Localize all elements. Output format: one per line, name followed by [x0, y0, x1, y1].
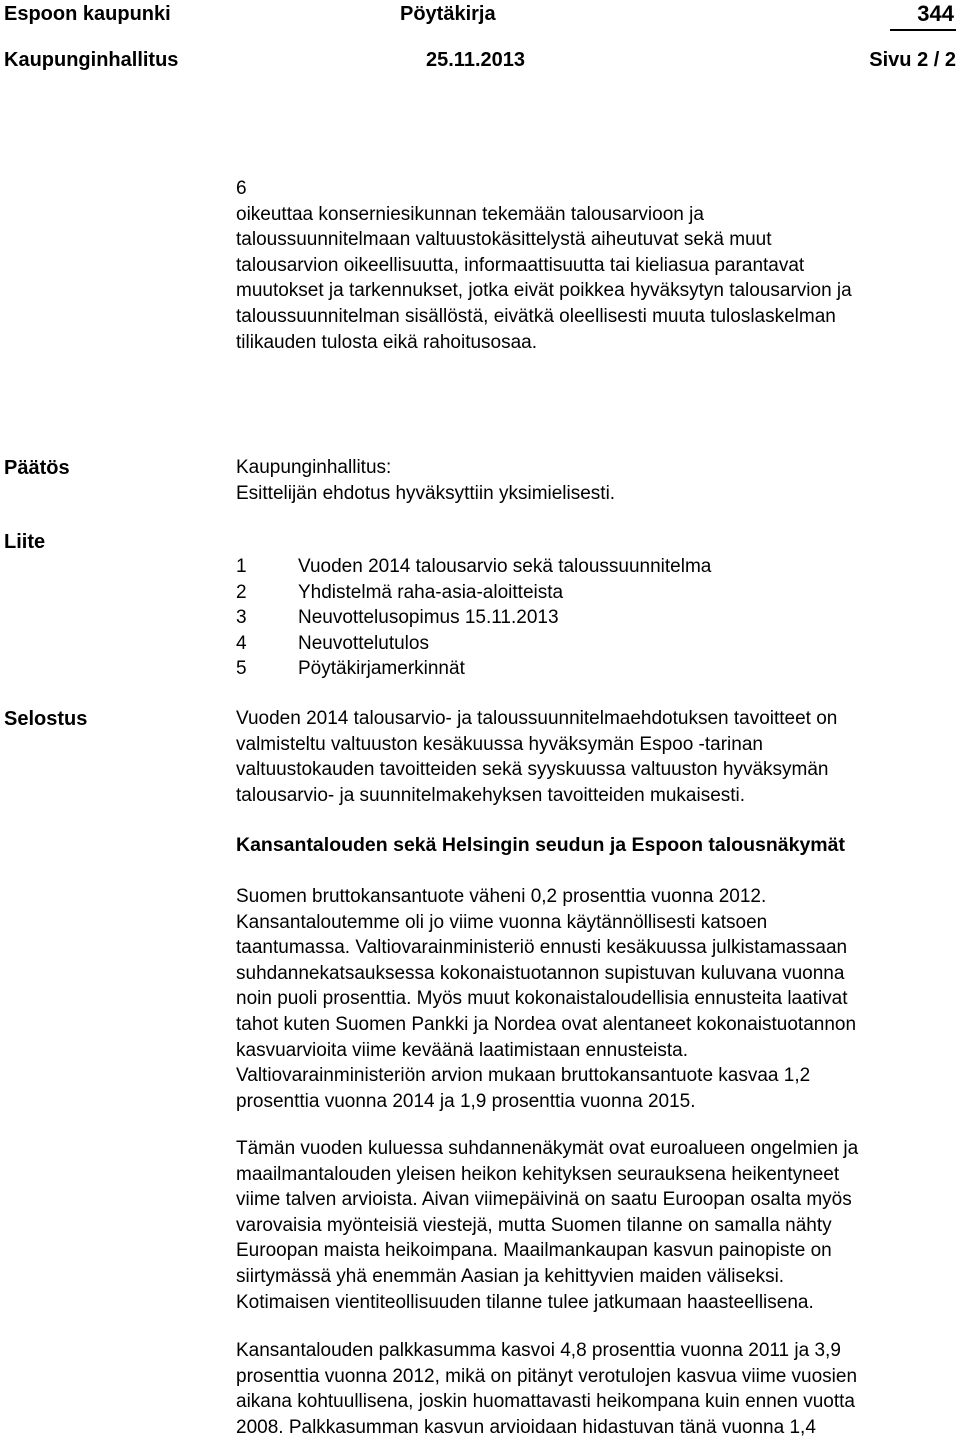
report-line: tahot kuten Suomen Pankki ja Nordea ovat alentaneet kokonaistuotannon	[236, 1013, 857, 1035]
decision-text: Esittelijän ehdotus hyväksyttiin yksimielisesti.	[236, 482, 616, 504]
report-line: Vuoden 2014 talousarvio- ja taloussuunnitelmaehdotuksen tavoitteet on	[236, 708, 838, 729]
report-para2	[236, 884, 958, 1114]
report-line: kasvuarvioita viime keväänä laatimistaan ennusteista.	[236, 1039, 689, 1061]
attachment-number: 1	[236, 556, 247, 577]
report-para4	[236, 1338, 958, 1440]
report-line: Euroopan maista heikoimpana. Maailmankaupan kasvun painopiste on	[236, 1240, 832, 1262]
section-heading: Kansantalouden sekä Helsingin seudun ja Espoon talousnäkymät	[236, 834, 845, 856]
intro-line: muutokset ja tarkennukset, jotka eivät poikkea hyväksytyn talousarvion ja	[236, 280, 852, 302]
report-line: Kansantalouden palkkasumma kasvoi 4,8 prosenttia vuonna 2011 ja 3,9	[236, 1340, 841, 1361]
attachment-text: Yhdistelmä raha-asia-aloitteista	[298, 581, 564, 603]
report-line: 2008. Palkkasumman kasvun arvioidaan hidastuvan tänä vuonna 1,4	[236, 1416, 816, 1438]
report-line: Valtiovarainministeriön arvion mukaan bruttokansantuote kasvaa 1,2	[236, 1065, 811, 1087]
intro-section	[236, 176, 958, 355]
report-line: maailmantalouden yleisen heikon kehityksen seurauksena heikentyneet	[236, 1163, 840, 1185]
attachment-text: Neuvottelusopimus 15.11.2013	[298, 607, 559, 629]
attachment-item	[236, 554, 958, 580]
attachment-text: Pöytäkirjamerkinnät	[298, 658, 465, 680]
decision-body: Kaupunginhallitus:	[236, 457, 392, 478]
attachments-label: Liite	[4, 531, 46, 553]
report-line: viime talven arvioista. Aivan viimepäivinä on saatu Euroopan osalta myös	[236, 1189, 852, 1211]
intro-line: talousarvion oikeellisuutta, informaattisuutta tai kieliasua parantavat	[236, 254, 805, 276]
page-indicator: Sivu 2 / 2	[869, 49, 956, 71]
intro-line: taloussuunnitelman sisällöstä, eivätkä oleellisesti muuta tuloslaskelman	[236, 305, 836, 327]
decision-section	[236, 455, 958, 506]
doc-number: 344	[917, 1, 954, 26]
decision-label: Päätös	[4, 457, 70, 479]
org-name: Espoon kaupunki	[4, 3, 171, 25]
report-line: varovaisia myönteisiä viestejä, mutta Suomen tilanne on samalla nähty	[236, 1214, 832, 1236]
report-line: Kansantaloutemme oli jo viime vuonna käytännöllisesti katsoen	[236, 911, 768, 933]
body-name: Kaupunginhallitus	[4, 49, 179, 71]
attachment-item	[236, 631, 958, 657]
report-line: noin puoli prosenttia. Myös muut kokonaistaloudellisia ennusteita laativat	[236, 988, 848, 1010]
intro-line: taloussuunnitelmaan valtuustokäsittelystä aiheutuvat sekä muut	[236, 229, 772, 251]
attachment-item	[236, 605, 958, 631]
attachment-item	[236, 580, 958, 606]
attachment-number: 4	[236, 632, 247, 654]
doc-type: Pöytäkirja	[400, 3, 496, 25]
report-line: Kotimaisen vientiteollisuuden tilanne tulee jatkumaan haasteellisena.	[236, 1291, 814, 1313]
attachment-item	[236, 656, 958, 682]
attachment-number: 3	[236, 607, 247, 629]
intro-line: tilikauden tulosta eikä rahoitusosaa.	[236, 331, 538, 353]
attachments-list	[236, 554, 958, 682]
report-line: Tämän vuoden kuluessa suhdannenäkymät ovat euroalueen ongelmien ja	[236, 1138, 859, 1159]
report-para1	[236, 706, 958, 808]
report-line: siirtymässä yhä enemmän Aasian ja kehittyvien maiden väliseksi.	[236, 1265, 785, 1287]
report-label: Selostus	[4, 708, 88, 730]
report-line: Suomen bruttokansantuote väheni 0,2 prosenttia vuonna 2012.	[236, 886, 767, 907]
report-line: taantumassa. Valtiovarainministeriö ennusti kesäkuussa julkistamassaan	[236, 937, 848, 959]
meeting-date: 25.11.2013	[426, 49, 525, 71]
intro-number: 6	[236, 178, 247, 199]
report-para3	[236, 1136, 958, 1315]
report-line: suhdannekatsauksessa kokonaistuotannon supistuvan kuluvana vuonna	[236, 962, 845, 984]
intro-line: oikeuttaa konserniesikunnan tekemään talousarvioon ja	[236, 203, 704, 225]
report-line: aikana kohtuullisena, joskin huomattavasti heikompana kuin ennen vuotta	[236, 1391, 855, 1413]
doc-number-underline	[890, 29, 956, 31]
attachment-number: 5	[236, 658, 247, 680]
attachment-text: Vuoden 2014 talousarvio sekä taloussuunnitelma	[298, 556, 712, 577]
report-line: valmisteltu valtuuston kesäkuussa hyväksymän Espoo -tarinan	[236, 733, 763, 755]
report-line: prosenttia vuonna 2012, mikä on pitänyt verotulojen kasvua viime vuosien	[236, 1365, 858, 1387]
report-line: valtuustokauden tavoitteiden sekä syyskuussa valtuuston hyväksymän	[236, 759, 829, 781]
attachment-text: Neuvottelutulos	[298, 632, 429, 654]
report-line: prosenttia vuonna 2014 ja 1,9 prosenttia vuonna 2015.	[236, 1090, 696, 1112]
attachment-number: 2	[236, 581, 247, 603]
report-line: talousarvio- ja suunnitelmakehyksen tavoitteiden mukaisesti.	[236, 784, 746, 806]
